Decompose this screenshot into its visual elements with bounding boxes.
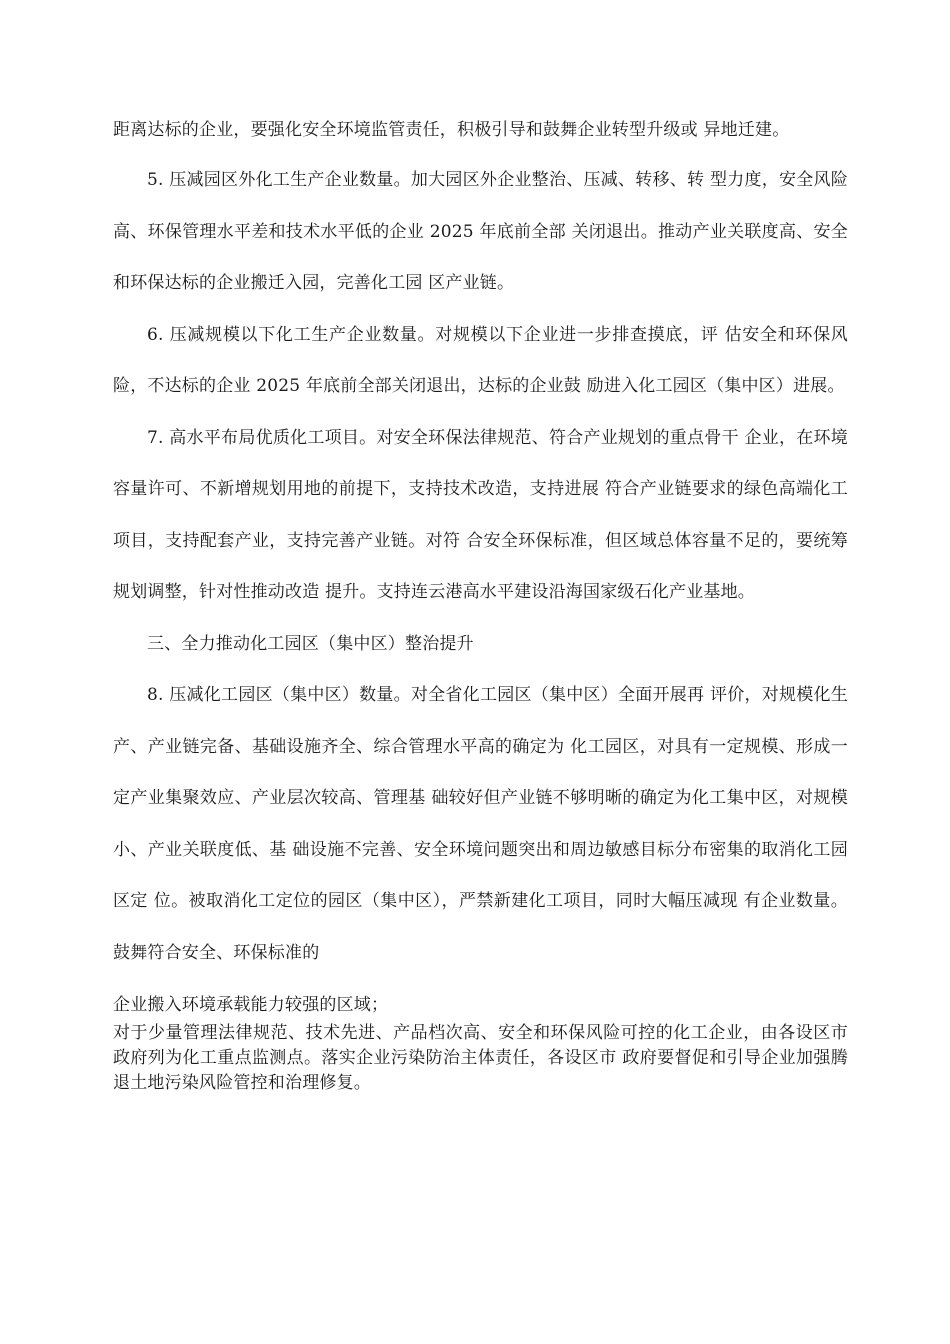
paragraph-last: 对于少量管理法律规范、技术先进、产品档次高、安全和环保风险可控的化工企业，由各设区市政府列为化工重点监测点。落实企业污染防治主体责任，各设区市 政府要督促和引导企业加强腾退土地污染风险管控和治理修复。 — [113, 1023, 848, 1093]
paragraph-8: 8. 压减化工园区（集中区）数量。对全省化工园区（集中区）全面开展再 评价，对规模化生产、产业链完备、基础设施齐全、综合管理水平高的确定为 化工园区，对具有一定规模、形成一定产业集聚效应、产业层次较高、管理基 础较好但产业链不够明晰的确定为化工集中区，对规模小、产业关联度低、基 础设施不完善、安全环境问题突出和周边敏感目标分布密集的取消化工园区定 位。被取消化工定位的园区（集中区），严禁新建化工项目，同时大幅压减现 有企业数量。鼓舞符合安全、环保标准的 — [113, 685, 848, 963]
paragraph-5: 5. 压减园区外化工生产企业数量。加大园区外企业整治、压减、转移、转 型力度，安全风险高、环保管理水平差和技术水平低的企业 2025 年底前全部 关闭退出。推动产业关联度高、安全和环保达标的企业搬迁入园，完善化工园 区产业链。 — [113, 170, 848, 293]
paragraph-8-continued: 企业搬入环境承载能力较强的区域； — [113, 995, 389, 1015]
paragraph-7: 7. 高水平布局优质化工项目。对安全环保法律规范、符合产业规划的重点骨干 企业，在环境容量许可、不新增规划用地的前提下，支持技术改造，支持进展 符合产业链要求的绿色高端化工项目，支持配套产业，支持完善产业链。对符 合安全环保标准，但区域总体容量不足的，要统筹规划调整，针对性推动改造 提升。支持连云港高水平建设沿海国家级石化产业基地。 — [113, 427, 848, 602]
paragraph-6: 6. 压减规模以下化工生产企业数量。对规模以下企业进一步排查摸底，评 估安全和环保风险，不达标的企业 2025 年底前全部关闭退出，达标的企业鼓 励进入化工园区（集中区）进展。 — [113, 324, 848, 396]
paragraph-intro: 距离达标的企业，要强化安全环境监管责任，积极引导和鼓舞企业转型升级或 异地迁建。 — [113, 120, 790, 140]
section-heading-3: 三、全力推动化工园区（集中区）整治提升 — [147, 633, 474, 654]
document-page — [113, 118, 848, 1096]
